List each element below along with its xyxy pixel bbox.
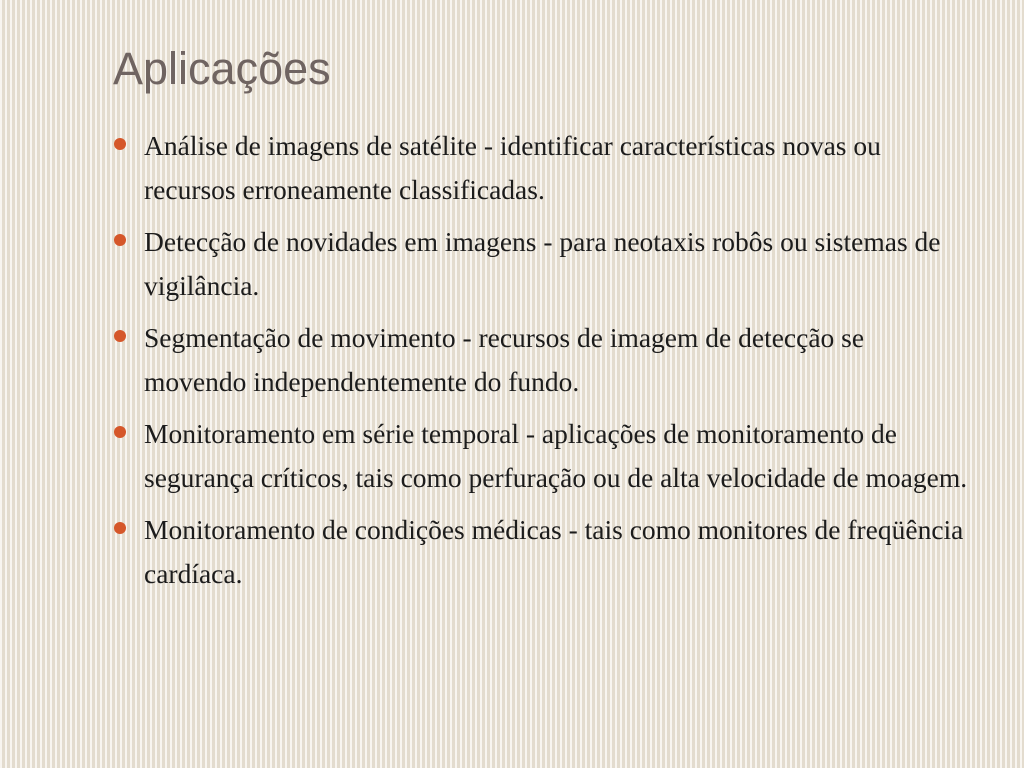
bullet-item: [113, 124, 973, 212]
bullet-item: [113, 316, 973, 404]
bullet-text: Segmentação de movimento - recursos de imagem de detecção se movendo independentemente do fundo.: [144, 322, 865, 397]
bullet-dot-icon: [114, 426, 126, 438]
bullet-dot-icon: [114, 234, 126, 246]
bullet-item: [113, 220, 973, 308]
bullet-dot-icon: [114, 138, 126, 150]
bullet-text: Monitoramento de condições médicas - tais como monitores de freqüência cardíaca.: [144, 514, 964, 589]
bullet-list: [113, 124, 973, 604]
bullet-item: [113, 508, 973, 596]
bullet-item: [113, 412, 973, 500]
bullet-text: Análise de imagens de satélite - identificar características novas ou recursos erroneamente classificadas.: [144, 130, 881, 205]
slide-title: Aplicações: [113, 43, 331, 94]
bullet-text: Detecção de novidades em imagens - para neotaxis robôs ou sistemas de vigilância.: [144, 226, 941, 301]
bullet-dot-icon: [114, 522, 126, 534]
bullet-dot-icon: [114, 330, 126, 342]
bullet-text: Monitoramento em série temporal - aplicações de monitoramento de segurança críticos, tais como perfuração ou de alta velocidade de moagem.: [144, 418, 968, 493]
